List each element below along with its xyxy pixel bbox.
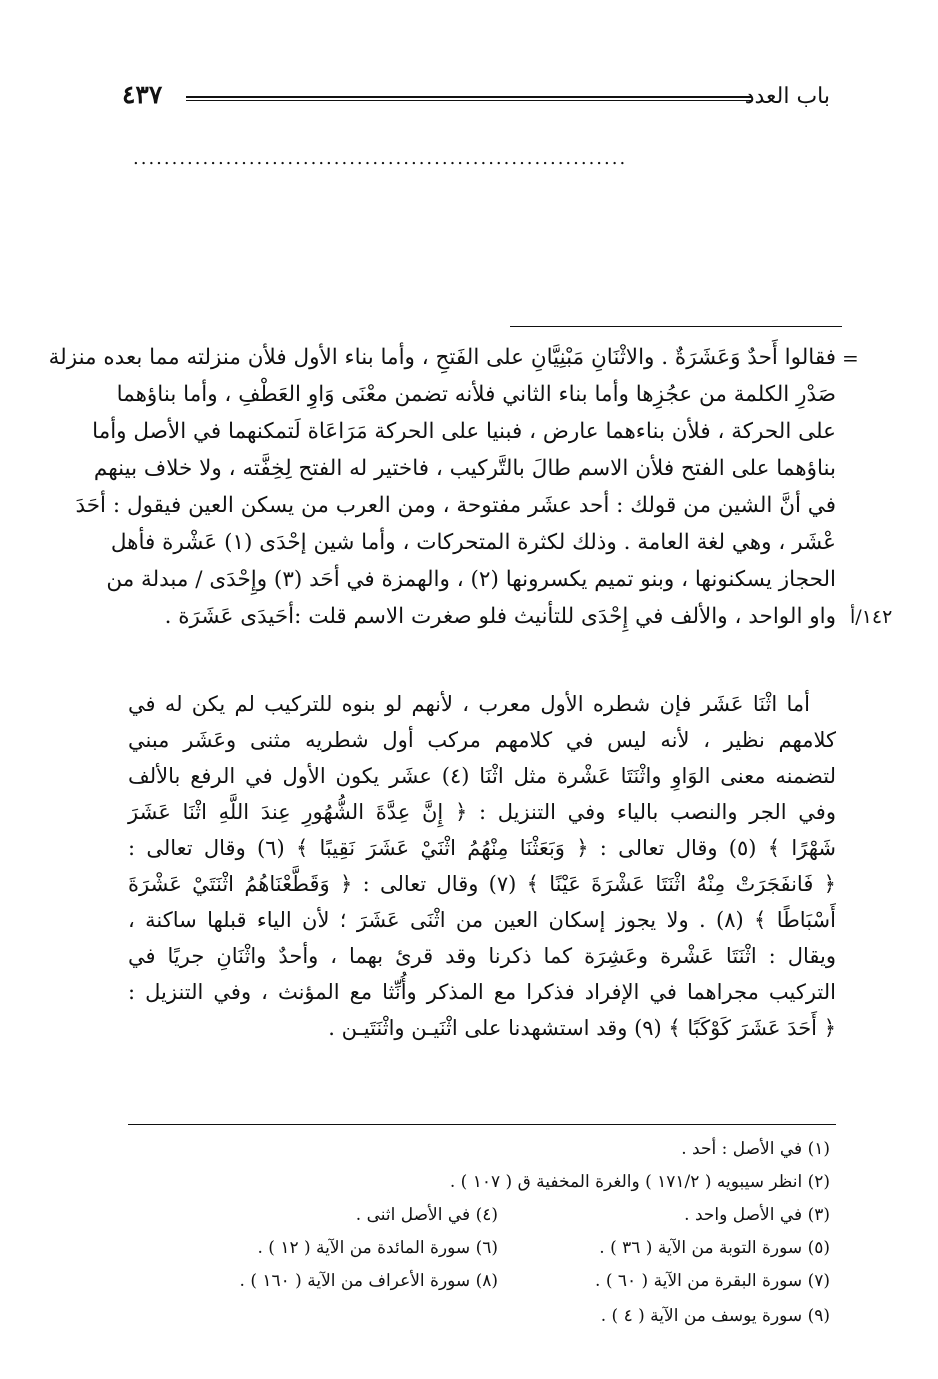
footnote-9: (٩) سورة يوسف من الآية ( ٤ ) . <box>600 1306 830 1326</box>
text-line: كلامهم نظير ، لأنه ليس في كلامهم مركب أول شطريه مثنى وعَشَر مبني <box>128 728 836 752</box>
text-line: واو الواحد ، والألف في إِحْدَى للتأنيث فلو صغرت الاسم قلت :أحَيدَى عَشَرَة . <box>164 604 836 629</box>
manuscript-folio-note: ١٤٢/أ <box>850 606 893 628</box>
footnote-1: (١) في الأصل : أحد . <box>681 1139 830 1159</box>
text-line: وفي الجر والنصب بالياء وفي التنزيل : ﴿ إِنَّ عِدَّةَ الشُّهُورِ عِندَ اللَّهِ اثْنَا عَشَرَ <box>128 800 836 824</box>
text-line: ﴿ فَانفَجَرَتْ مِنْهُ اثْنَتَا عَشْرَةَ عَيْنًا ﴾ (٧) وقال تعالى : ﴿ وَقَطَّعْنَاهُمُ اثْنَتَيْ عَشْرَةَ <box>128 872 836 896</box>
dotted-separator: ................................................................ <box>133 148 628 169</box>
text-line: صَدْرِ الكلمة من عجُزِها وأما بناء الثاني فلأنه تضمن معْنَى وَاوِ العَطْفِ ، وأما بناؤهما <box>116 382 836 407</box>
text-line: ﴿ أَحَدَ عَشَرَ كَوْكَبًا ﴾ (٩) وقد استشهدنا على اثْنَيـن واثْنَتَيـن . <box>328 1016 836 1040</box>
text-line: بناؤهما على الفتح فلأن الاسم طالَ بالتَّركيب ، فاختير له الفتح لِخِفَّته ، ولا خلاف بينهم <box>93 456 836 481</box>
text-line: التركيب مجراهما في الإفراد فذكرا مع المذكر وأُنِّثا مع المؤنث ، وفي التنزيل : <box>128 980 836 1004</box>
text-line: على الحركة ، فلأن بناءهما عارض ، فبنيا على الحركة مَرَاعَاة لَتمكنهما في الأصل وأما <box>92 419 836 444</box>
header-rule <box>186 96 752 101</box>
text-line: الحجاز يسكنونها ، وبنو تميم يكسرونها (٢) ، والهمزة في أحَد (٣) وإِحْدَى / مبدلة من <box>106 567 836 592</box>
main-paragraph <box>128 686 836 1046</box>
running-header-title: باب العدد <box>744 84 830 109</box>
footnote-5: (٥) سورة التوبة من الآية ( ٣٦ ) . <box>599 1238 830 1258</box>
text-line: أما اثْنَا عَشَر فإن شطره الأول معرب ، لأنهم لو بنوه للتركيب لم يكن له في <box>128 692 810 716</box>
page-number: ٤٣٧ <box>122 80 163 109</box>
continuation-mark: = <box>842 346 859 370</box>
footnote-4: (٤) في الأصل اثنى . <box>355 1205 498 1225</box>
text-line: عْشَر ، وهي لغة العامة . وذلك لكثرة المتحركات ، وأما شين إحْدَى (١) عَشْرة فأهل <box>110 530 836 555</box>
text-line: في أنَّ الشين من قولك : أحد عشَر مفتوحة ، ومن العرب من يسكن العين فيقول : أحَدَ <box>75 493 836 518</box>
footnotes-rule <box>128 1124 836 1125</box>
footnote-6: (٦) سورة المائدة من الآية ( ١٢ ) . <box>257 1238 498 1258</box>
footnote-2: (٢) انظر سيبويه ( ١٧١/٢ ) والغرة المخفية ق ( ١٠٧ ) . <box>449 1172 830 1192</box>
footnote-8: (٨) سورة الأعراف من الآية ( ١٦٠ ) . <box>239 1271 498 1291</box>
footnote-3: (٣) في الأصل واحد . <box>684 1205 830 1225</box>
text-line: لتضمنه معنى الوَاوِ واثْنَتَا عَشْرة مثل اثْنَا (٤) عشَر يكون الأول في الرفع بالألف <box>128 764 836 788</box>
text-line: أَسْبَاطًا ﴾ (٨) . ولا يجوز إسكان العين من اثْنَى عَشَرَ ؛ لأن الياء قبلها ساكنة ، <box>128 908 836 932</box>
continued-note-text <box>48 339 836 635</box>
text-line: شَهْرًا ﴾ (٥) وقال تعالى : ﴿ وَبَعَثْنَا مِنْهُمُ اثْنَيْ عَشَرَ نَقِيبًا ﴾ (٦) وقال تعالى : <box>128 836 837 860</box>
text-line: فقالوا أَحدٌ وَعَشَرَةٌ . والاثْنَانِ مَبْنِيَّانِ على الفَتحِ ، وأما بناء الأول فلأن منزلته مما بعده منزلة <box>48 345 836 370</box>
text-line: ويقال : اثْنَتَا عَشْرة وعَشِرَة كما ذكرنا وقد قرئ بهما ، وأحدٌ واثْنَانِ جريًا في <box>128 944 836 968</box>
footnote-continuation-rule <box>510 326 842 327</box>
footnote-7: (٧) سورة البقرة من الآية ( ٦٠ ) . <box>595 1271 830 1291</box>
